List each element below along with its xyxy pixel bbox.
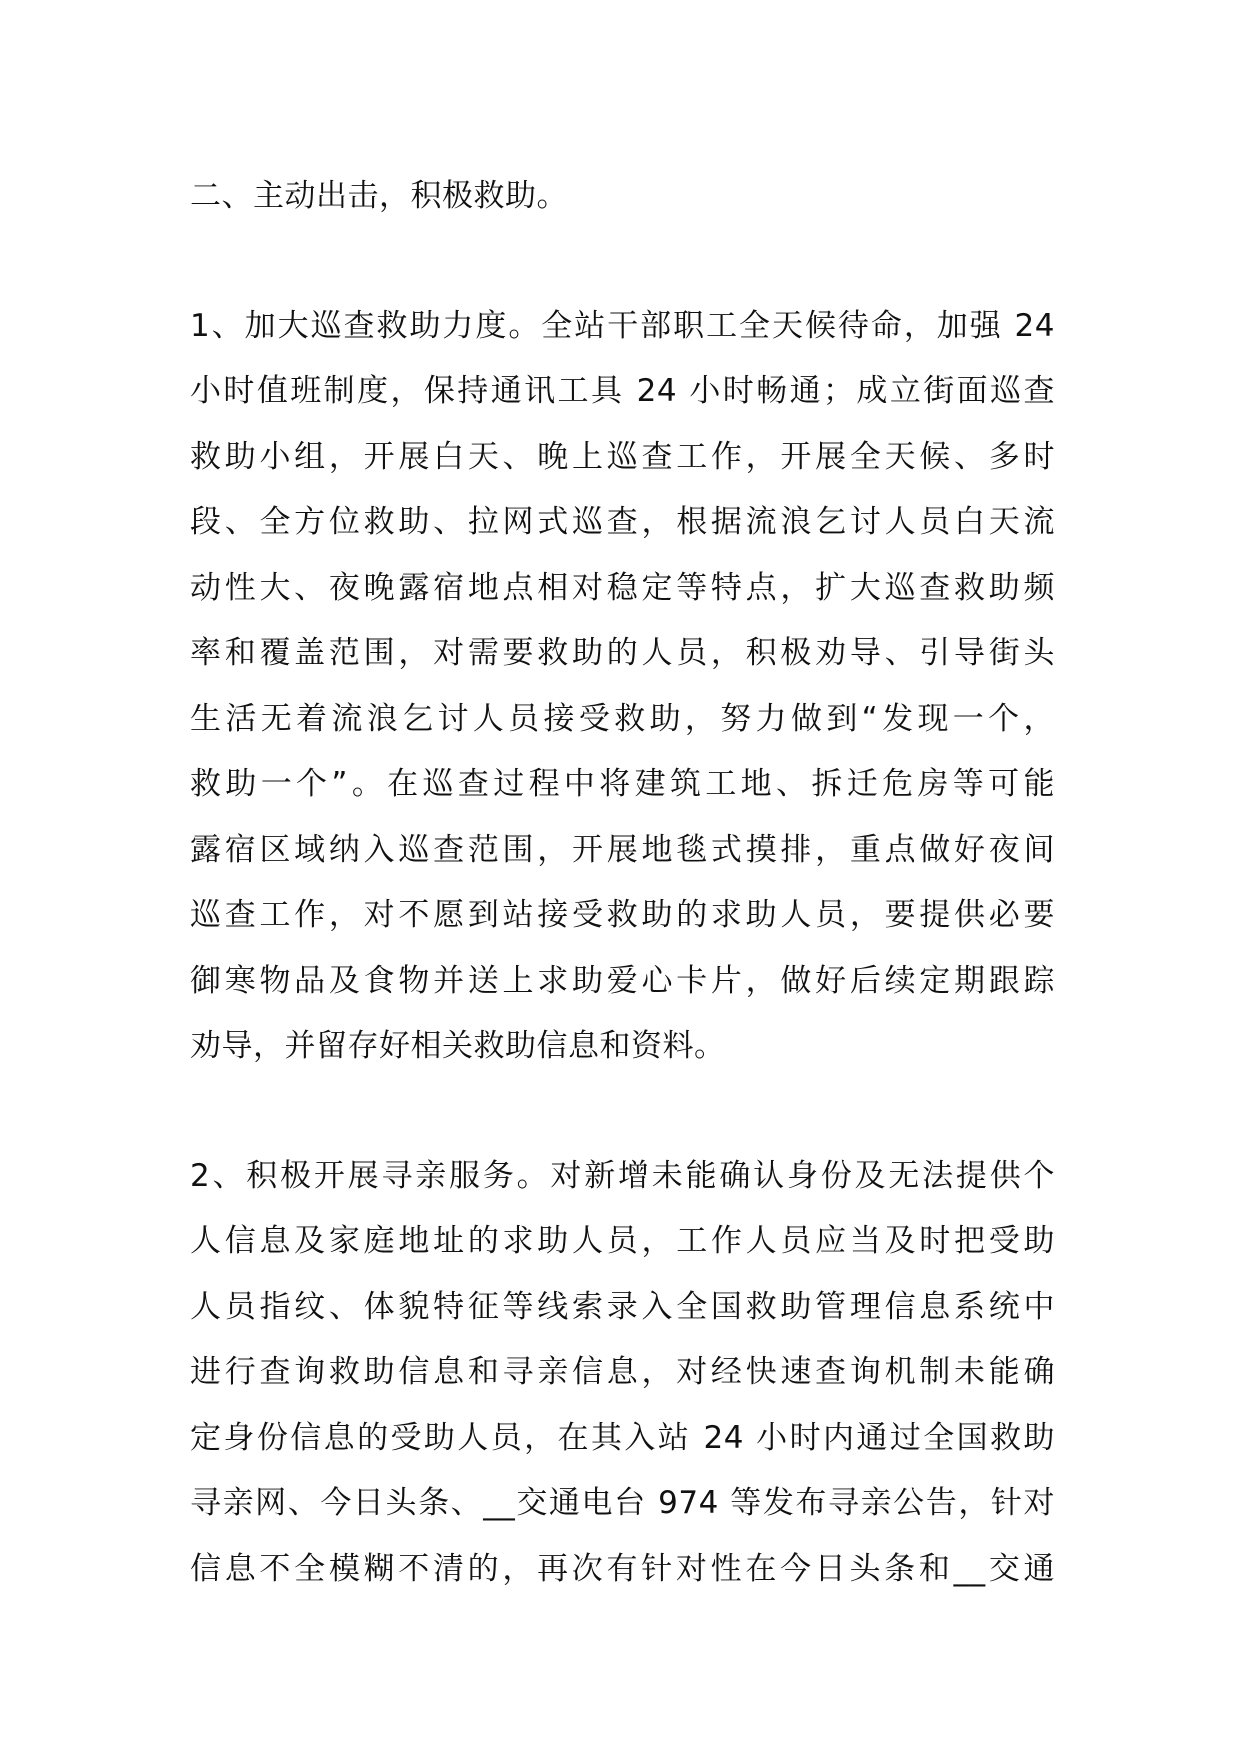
paragraph-line: 巡查工作，对不愿到站接受救助的求助人员，要提供必要: [190, 897, 1055, 933]
paragraph-line: 动性大、夜晚露宿地点相对稳定等特点，扩大巡查救助频: [190, 569, 1055, 606]
paragraph-line: 信息不全模糊不清的，再次有针对性在今日头条和__交通: [190, 1550, 1055, 1587]
paragraph-line: 人信息及家庭地址的求助人员，工作人员应当及时把受助: [190, 1223, 1055, 1259]
paragraph-line: 2、积极开展寻亲服务。对新增未能确认身份及无法提供个: [190, 1157, 1055, 1194]
paragraph-line: 率和覆盖范围，对需要救助的人员，积极劝导、引导街头: [190, 635, 1055, 671]
heading-text: 二、主动出击，积极救助。: [190, 178, 568, 214]
paragraph-family-search: [190, 1144, 1055, 1603]
paragraph-line: 御寒物品及食物并送上求助爱心卡片，做好后续定期跟踪: [190, 962, 1055, 999]
paragraph-line: 定身份信息的受助人员，在其入站 24 小时内通过全国救助: [190, 1419, 1055, 1456]
paragraph-line: 救助小组，开展白天、晚上巡查工作，开展全天候、多时: [190, 438, 1055, 475]
paragraph-patrol-rescue: [190, 294, 1055, 1080]
paragraph-line: 寻亲网、今日头条、__交通电台 974 等发布寻亲公告，针对: [190, 1485, 1055, 1521]
paragraph-line: 劝导，并留存好相关救助信息和资料。: [190, 1028, 726, 1064]
paragraph-line: 救助一个”。在巡查过程中将建筑工地、拆迁危房等可能: [190, 766, 1055, 802]
paragraph-line: 进行查询救助信息和寻亲信息，对经快速查询机制未能确: [190, 1354, 1055, 1390]
paragraph-line: 段、全方位救助、拉网式巡查，根据流浪乞讨人员白天流: [190, 504, 1055, 540]
paragraph-line: 1、加大巡查救助力度。全站干部职工全天候待命，加强 24: [190, 307, 1055, 344]
document-body: [190, 164, 1055, 1602]
paragraph-line: 生活无着流浪乞讨人员接受救助，努力做到“发现一个，: [190, 700, 1055, 737]
paragraph-line: 小时值班制度，保持通讯工具 24 小时畅通；成立街面巡查: [190, 373, 1055, 409]
section-heading: [190, 164, 1055, 230]
paragraph-line: 露宿区域纳入巡查范围，开展地毯式摸排，重点做好夜间: [190, 831, 1055, 868]
paragraph-line: 人员指纹、体貌特征等线索录入全国救助管理信息系统中: [190, 1288, 1055, 1325]
